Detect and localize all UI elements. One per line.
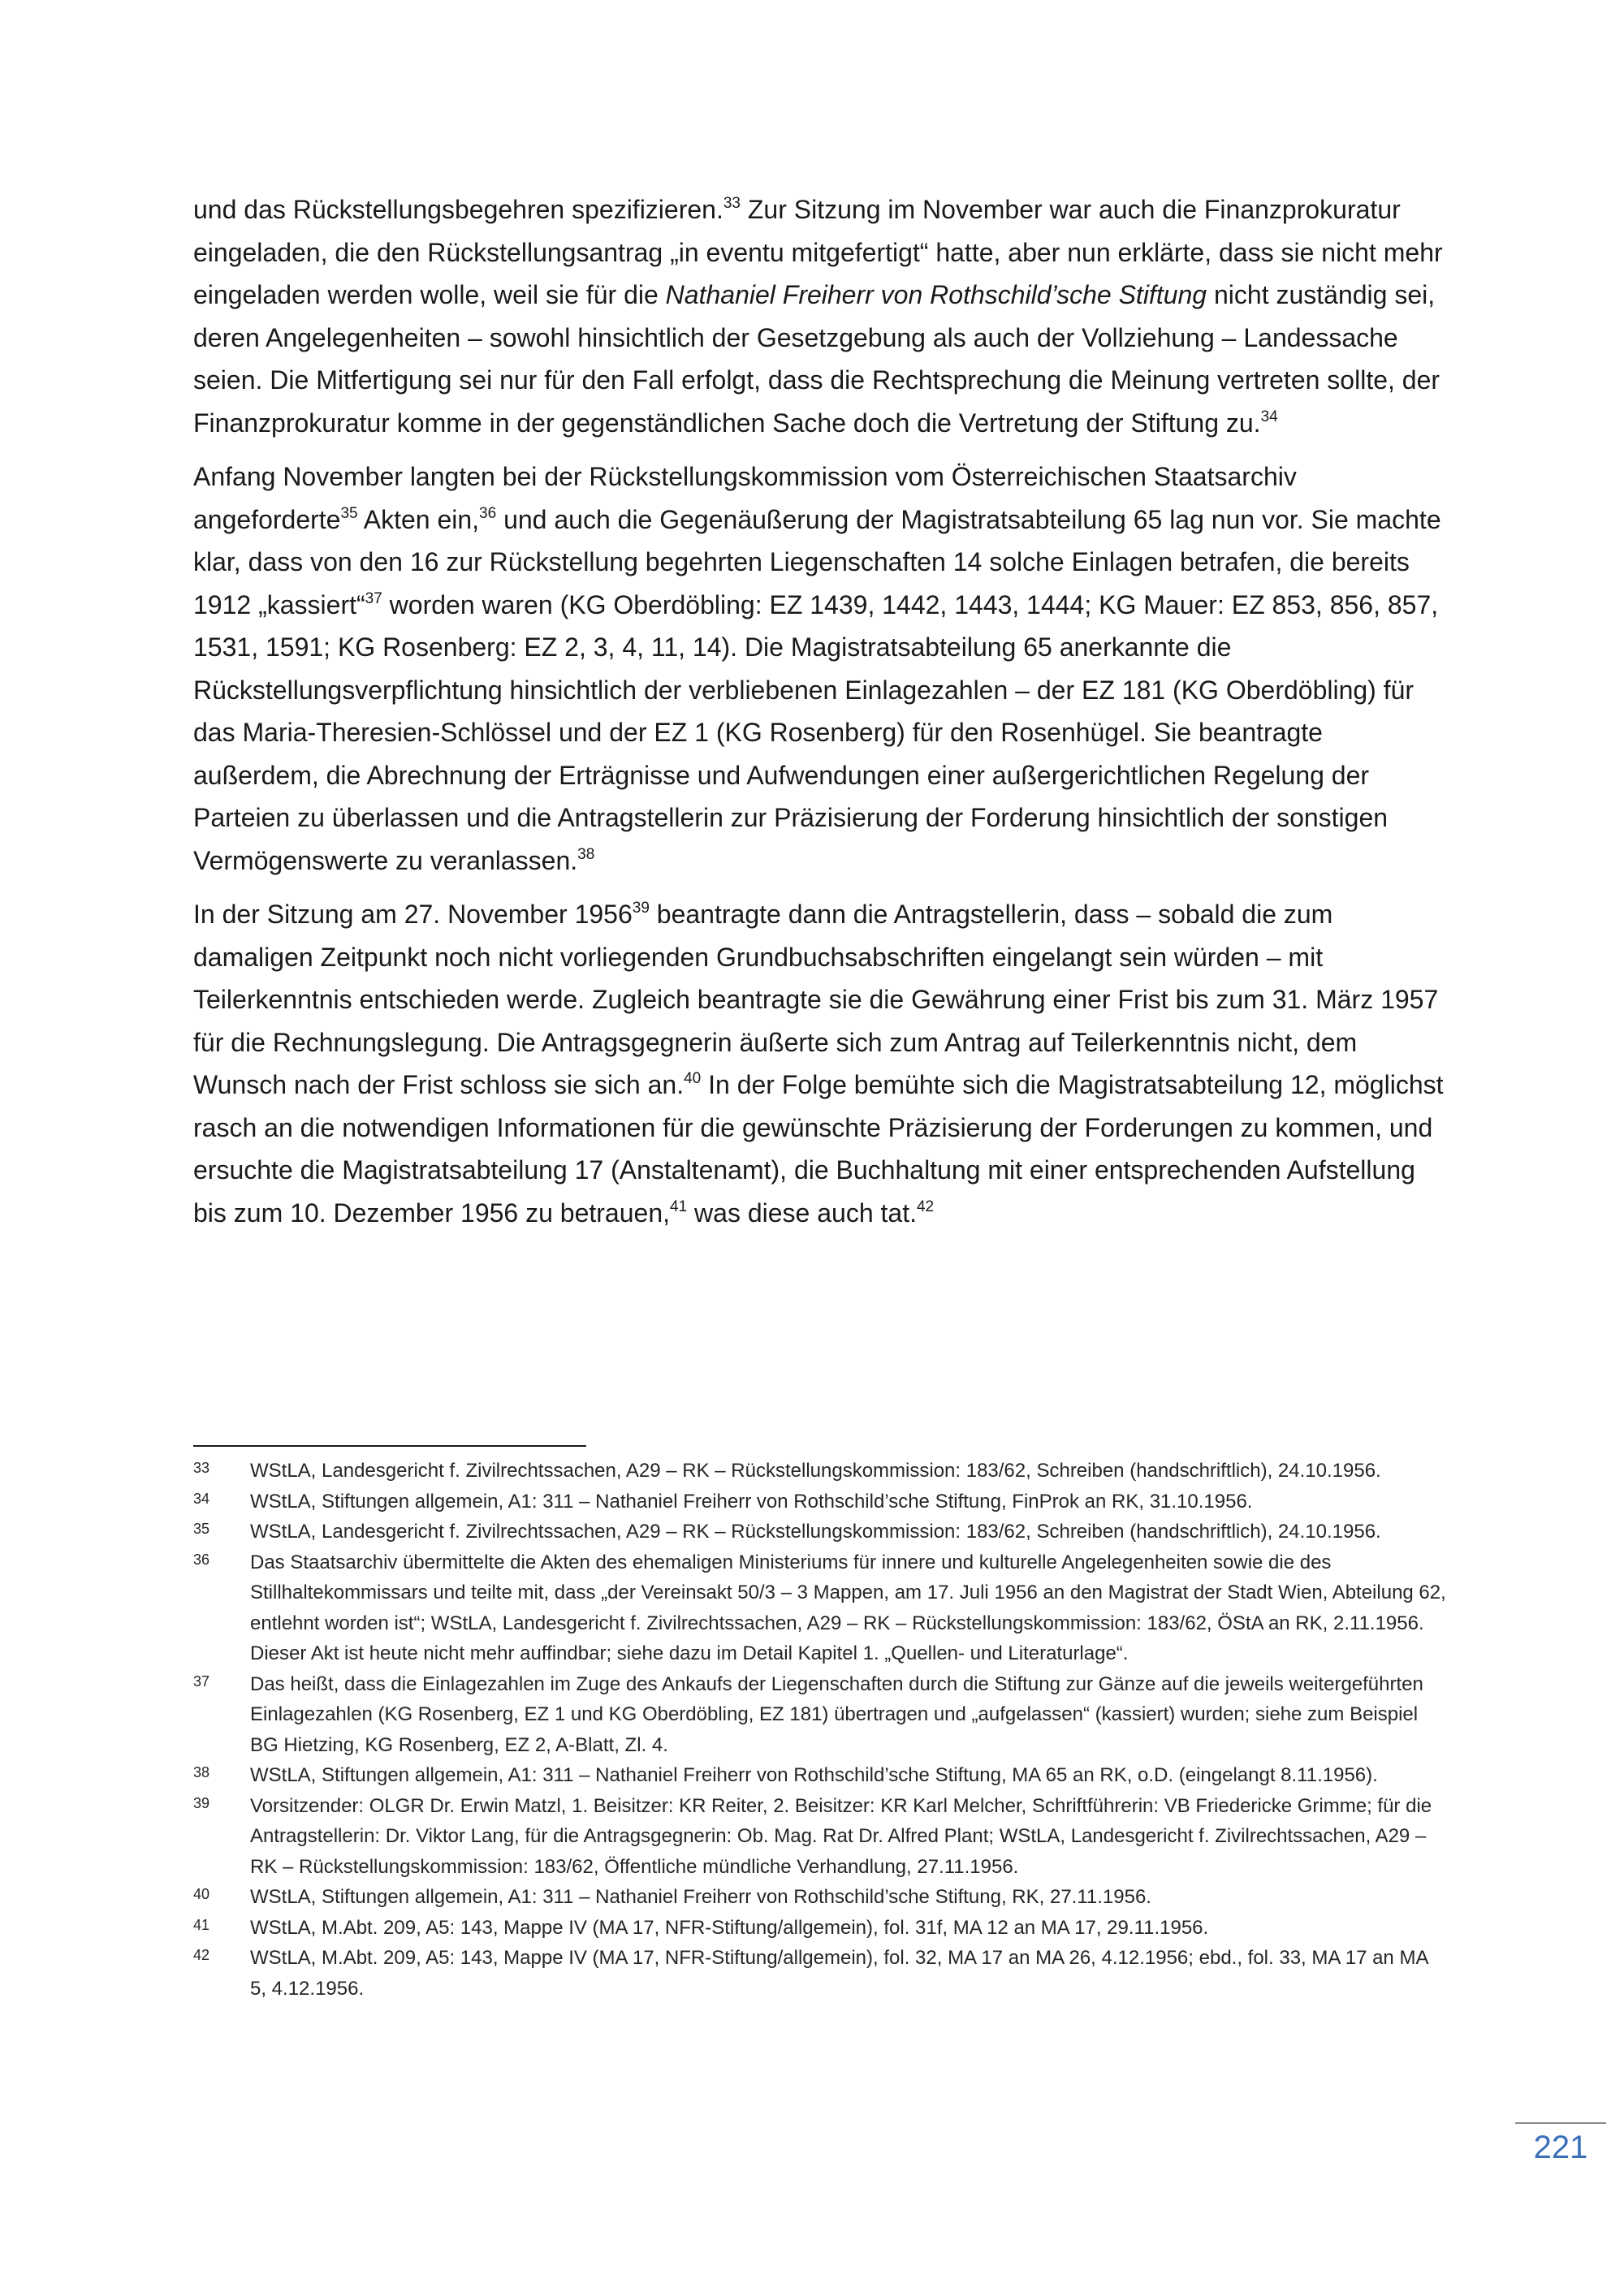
footnote-number: 38 [193, 1764, 210, 1780]
footnote [193, 1669, 1448, 1761]
footnote-number: 34 [193, 1490, 210, 1507]
footnote-text: WStLA, Stiftungen allgemein, A1: 311 – Nathaniel Freiherr von Rothschild’sche Stiftung, RK, 27.11.1956. [250, 1886, 1151, 1908]
footnote-ref: 42 [916, 1198, 935, 1215]
footnote-number: 37 [193, 1672, 210, 1690]
footnote-text: Das heißt, dass die Einlagezahlen im Zuge des Ankaufs der Liegenschaften durch die Stiftung zur Gänze auf die jeweils weitergeführten Einlagezahlen (KG Rosenberg, EZ 1 und KG Oberdöbling, EZ 181) übertragen und „aufgelassen“ (kassiert) wurden; siehe zum Beispiel BG Hietzing, KG Rosenberg, EZ 2, A-Blatt, Zl. 4. [250, 1672, 1423, 1756]
footnote-ref: 35 [340, 504, 358, 522]
footnote-number: 35 [193, 1521, 210, 1537]
footnote-number: 40 [193, 1886, 210, 1902]
footnote [193, 1487, 1448, 1517]
footnote-number: 36 [193, 1551, 210, 1568]
body-text [193, 188, 1444, 1245]
footnote-number: 42 [193, 1947, 210, 1963]
text-run: Akten ein, [357, 504, 480, 534]
footnote-text: WStLA, Landesgericht f. Zivilrechtssachen, A29 – RK – Rückstellungskommission: 183/62, Schreiben (handschriftlich), 24.10.1956. [250, 1521, 1381, 1543]
footnote-text: WStLA, Stiftungen allgemein, A1: 311 – Nathaniel Freiherr von Rothschild’sche Stiftung, MA 65 an RK, o.D. (eingelangt 8.11.1956). [250, 1764, 1378, 1786]
footnote-text: WStLA, M.Abt. 209, A5: 143, Mappe IV (MA 17, NFR-Stiftung/allgemein), fol. 32, MA 17 an MA 26, 4.12.1956; ebd., fol. 33, MA 17 an MA 5, 4.12.1956. [250, 1947, 1428, 2000]
text-run: und auch die Gegenäußerung der Magistratsabteilung 65 lag nun vor. Sie machte klar, dass von den 16 zur Rückstellung begehrten Liegenschaften 14 solche Einlagen betrafen, die bereits 1912 „kassiert“ [193, 504, 1441, 619]
paragraph [193, 188, 1444, 444]
text-run: worden waren (KG Oberdöbling: EZ 1439, 1442, 1443, 1444; KG Mauer: EZ 853, 856, 857, 1531, 1591; KG Rosenberg: EZ 2, 3, 4, 11, 14). Die Magistratsabteilung 65 anerkannte die Rückstellungsverpflichtung hinsichtlich der verbliebenen Einlagezahlen – der EZ 181 (KG Oberdöbling) für das Maria-Theresien-Schlössel und der EZ 1 (KG Rosenberg) für den Rosenhügel. Sie beantragte außerdem, die Abrechnung der Erträgnisse und Aufwendungen einer außergerichtlichen Regelung der Parteien zu überlassen und die Antragstellerin zur Präzisierung der Forderung hinsichtlich der sonstigen Vermögenswerte zu veranlassen. [193, 589, 1439, 875]
text-run: was diese auch tat. [687, 1198, 917, 1228]
text-run: nicht zuständig sei, deren Angelegenheiten – sowohl hinsichtlich der Gesetzgebung als auch der Vollziehung – Landessache seien. Die Mitfertigung sei nur für den Fall erfolgt, dass die Rechtsprechung die Meinung vertreten sollte, der Finanzprokuratur komme in der gegenständlichen Sache doch die Vertretung der Stiftung zu. [193, 280, 1440, 438]
footnote-ref: 38 [577, 845, 595, 863]
page-number: 221 [1533, 2130, 1588, 2165]
paragraph [193, 455, 1444, 882]
footnote-ref: 40 [684, 1070, 702, 1087]
footnote [193, 1882, 1448, 1913]
footnote [193, 1547, 1448, 1669]
footnote-ref: 41 [670, 1198, 688, 1215]
footnote-ref: 37 [365, 589, 382, 607]
footnotes [193, 1456, 1448, 2004]
text-run: In der Sitzung am 27. November 1956 [193, 900, 633, 929]
footnote [193, 1791, 1448, 1883]
text-run: Zur Sitzung im November war auch die Finanzprokuratur eingeladen, die den Rückstellungsantrag „in eventu mitgefertigt“ hatte, aber nun erklärte, dass sie nicht mehr eingeladen werden wolle, weil sie für die [193, 195, 1443, 309]
footnote [193, 1456, 1448, 1487]
footnote-ref: 36 [479, 504, 497, 522]
italic-text: Nathaniel Freiherr von Rothschild’sche Stiftung [665, 280, 1207, 309]
footnote [193, 1943, 1448, 2004]
footnote-text: WStLA, Stiftungen allgemein, A1: 311 – Nathaniel Freiherr von Rothschild’sche Stiftung, FinProk an RK, 31.10.1956. [250, 1490, 1253, 1513]
footnote-number: 41 [193, 1916, 210, 1933]
paragraph [193, 893, 1444, 1234]
footnote [193, 1517, 1448, 1547]
text-run: und das Rückstellungsbegehren spezifizieren. [193, 195, 723, 224]
footnote [193, 1760, 1448, 1791]
footnote-number: 39 [193, 1794, 210, 1811]
footnote-separator [193, 1445, 586, 1447]
text-run: Anfang November langten bei der Rückstellungskommission vom Österreichischen Staatsarchiv angeforderte [193, 462, 1297, 534]
footnote-number: 33 [193, 1460, 210, 1476]
page-number-rule [1515, 2122, 1606, 2124]
footnote-text: Vorsitzender: OLGR Dr. Erwin Matzl, 1. Beisitzer: KR Reiter, 2. Beisitzer: KR Karl Melcher, Schriftführerin: VB Friedericke Grimme; für die Antragstellerin: Dr. Viktor Lang, für die Antragsgegnerin: Ob. Mag. Rat Dr. Alfred Plant; WStLA, Landesgericht f. Zivilrechtssachen, A29 – RK – Rückstellungskommission: 183/62, Öffentliche mündliche Verhandlung, 27.11.1956. [250, 1794, 1432, 1878]
footnote-ref: 33 [723, 195, 741, 212]
footnote-text: WStLA, M.Abt. 209, A5: 143, Mappe IV (MA 17, NFR-Stiftung/allgemein), fol. 31f, MA 12 an MA 17, 29.11.1956. [250, 1916, 1209, 1939]
footnote-text: WStLA, Landesgericht f. Zivilrechtssachen, A29 – RK – Rückstellungskommission: 183/62, Schreiben (handschriftlich), 24.10.1956. [250, 1460, 1381, 1482]
text-run: In der Folge bemühte sich die Magistratsabteilung 12, möglichst rasch an die notwendigen Informationen für die gewünschte Präzisierung der Forderungen zu kommen, und ersuchte die Magistratsabteilung 17 (Anstaltenamt), die Buchhaltung mit einer entsprechenden Aufstellung bis zum 10. Dezember 1956 zu betrauen, [193, 1070, 1444, 1228]
footnote-ref: 39 [632, 900, 650, 917]
footnote-ref: 34 [1260, 408, 1278, 425]
footnote-text: Das Staatsarchiv übermittelte die Akten des ehemaligen Ministeriums für innere und kulturelle Angelegenheiten sowie die des Stillhaltekommissars und teilte mit, dass „der Vereinsakt 50/3 – 3 Mappen, am 17. Juli 1956 an den Magistrat der Stadt Wien, Abteilung 62, entlehnt worden ist“; WStLA, Landesgericht f. Zivilrechtssachen, A29 – RK – Rückstellungskommission: 183/62, ÖStA an RK, 2.11.1956. Dieser Akt ist heute nicht mehr auffindbar; siehe dazu im Detail Kapitel 1. „Quellen- und Literaturlage“. [250, 1551, 1446, 1664]
footnote [193, 1913, 1448, 1944]
text-run: beantragte dann die Antragstellerin, dass – sobald die zum damaligen Zeitpunkt noch nicht vorliegenden Grundbuchsabschriften eingelangt sein würden – mit Teilerkenntnis entschieden werde. Zugleich beantragte sie die Gewährung einer Frist bis zum 31. März 1957 für die Rechnungslegung. Die Antragsgegnerin äußerte sich zum Antrag auf Teilerkenntnis nicht, dem Wunsch nach der Frist schloss sie sich an. [193, 900, 1439, 1099]
